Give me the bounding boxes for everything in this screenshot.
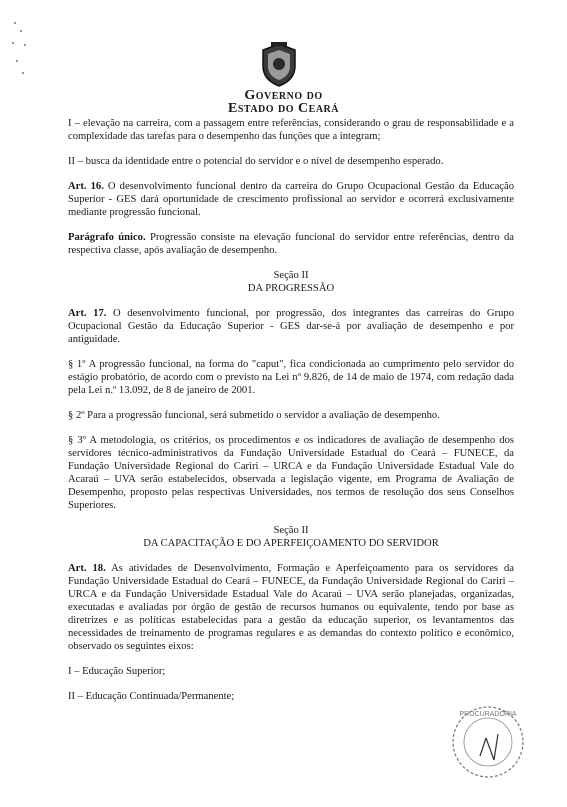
article-18-text: As atividades de Desenvolvimento, Formação e Aperfeiçoamento para os servidores da Fundação Universidade Estadual do Ceará – FUNECE, da Fundação Universidade Regional do Cariri – URCA e da Fundação Universidade Estadual Vale do Acaraú – UVA serão planejadas, organizadas, executadas e avaliadas por órgão de gestão de recursos humanos ou equivalente, tendo por base as diretrizes e as políticas estabelecidas para a gestão da educação superior, os levantamentos das necessidades de treinamento de programas regulares e as demandas do contexto político e econômico, observado os seguintes eixos:	[68, 563, 514, 652]
article-17	[68, 307, 514, 346]
paragrafo-unico-lead: Parágrafo único.	[68, 232, 146, 243]
paragrafo-unico	[68, 231, 514, 257]
paragraph-1: § 1º A progressão funcional, na forma do "caput", fica condicionada ao cumprimento pelo servidor do estágio probatório, de acordo com o previsto na Lei nº 9.826, de 14 de maio de 1974, com redação dada pela Lei n.º 13.092, de 8 de janeiro de 2001.	[68, 359, 514, 396]
header-line-1: Governo do	[244, 88, 323, 103]
document-body	[68, 117, 514, 703]
scan-marks	[6, 20, 36, 80]
section-label-capacitacao: Seção II	[273, 525, 309, 536]
section-title-capacitacao: DA CAPACITAÇÃO E DO APERFEIÇOAMENTO DO SERVIDOR	[143, 538, 439, 549]
coat-of-arms-icon	[258, 42, 300, 88]
article-17-lead: Art. 17.	[68, 308, 107, 319]
paragraph-2: § 2º Para a progressão funcional, será submetido o servidor a avaliação de desempenho.	[68, 410, 440, 421]
article-18	[68, 562, 514, 653]
stamp-text: PROCURADORIA	[459, 711, 517, 718]
article-16-lead: Art. 16.	[68, 181, 104, 192]
eixo-i: I – Educação Superior;	[68, 666, 166, 677]
section-title-progressao: DA PROGRESSÃO	[247, 283, 335, 294]
procuradoria-stamp-icon	[450, 704, 526, 780]
article-18-lead: Art. 18.	[68, 563, 106, 574]
section-label-progressao: Seção II	[273, 270, 309, 281]
article-17-text: O desenvolvimento funcional, por progressão, dos integrantes das carreiras do Grupo Ocupacional Gestão da Educação Superior - GES dar-se-á por avaliação de desempenho e por antiguidade.	[68, 308, 515, 345]
inciso-ii: II – busca da identidade entre o potencial do servidor e o nível de desempenho esperado.	[68, 156, 444, 167]
article-16	[68, 180, 514, 219]
paragrafo-unico-text: Progressão consiste na elevação funcional do servidor entre referências, dentro da respectiva classe, após avaliação de desempenho.	[68, 232, 514, 256]
eixo-ii: II – Educação Continuada/Permanente;	[68, 691, 235, 702]
inciso-i: I – elevação na carreira, com a passagem entre referências, considerando o grau de responsabilidade e a complexidade das tarefas para o desempenho das funções que a integram;	[68, 118, 514, 142]
header-line-2: Estado do Ceará	[228, 101, 339, 116]
paragraph-3: § 3º A metodologia, os critérios, os procedimentos e os indicadores de avaliação de desempenho dos servidores técnico-administrativos da Fundação Universidade Estadual do Ceará – FUNECE, da Fundação Universidade Regional do Cariri – URCA e da Fundação Universidade Estadual Vale do Acaraú – UVA serão estabelecidos, observada a legislação vigente, em Programa de Avaliação de Desempenho, proposto pelas respectivas Universidades, nos termos de resolução dos seus Conselhos Superiores.	[68, 435, 514, 511]
article-16-text: O desenvolvimento funcional dentro da carreira do Grupo Ocupacional Gestão da Educação Superior - GES dará oportunidade de crescimento profissional ao servidor e ocorrerá exclusivamente mediante progressão funcional.	[68, 181, 515, 218]
